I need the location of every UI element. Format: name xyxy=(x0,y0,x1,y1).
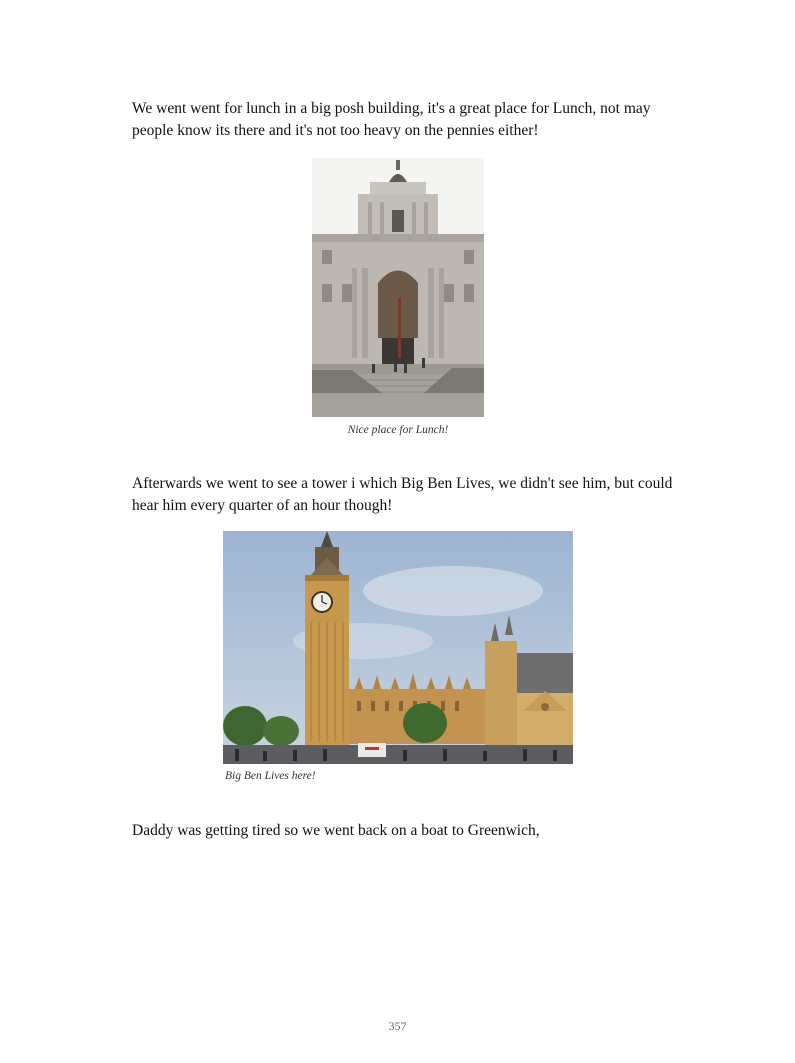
paragraph-greenwich: Daddy was getting tired so we went back on a boat to Greenwich, xyxy=(132,822,540,839)
big-ben-photo xyxy=(223,531,573,764)
page-number: 357 xyxy=(388,1019,407,1033)
lunch-photo-caption: Nice place for Lunch! xyxy=(347,424,449,436)
lunch-building-photo xyxy=(312,158,484,417)
paragraph-big-ben: Afterwards we went to see a tower i which Big Ben Lives, we didn't see him, but could hear him every quarter of an hour though! xyxy=(132,475,673,514)
paragraph-lunch: We went went for lunch in a big posh building, it's a great place for Lunch, not may people know its there and it's not too heavy on the pennies either! xyxy=(132,100,651,139)
big-ben-photo-caption: Big Ben Lives here! xyxy=(225,770,316,782)
